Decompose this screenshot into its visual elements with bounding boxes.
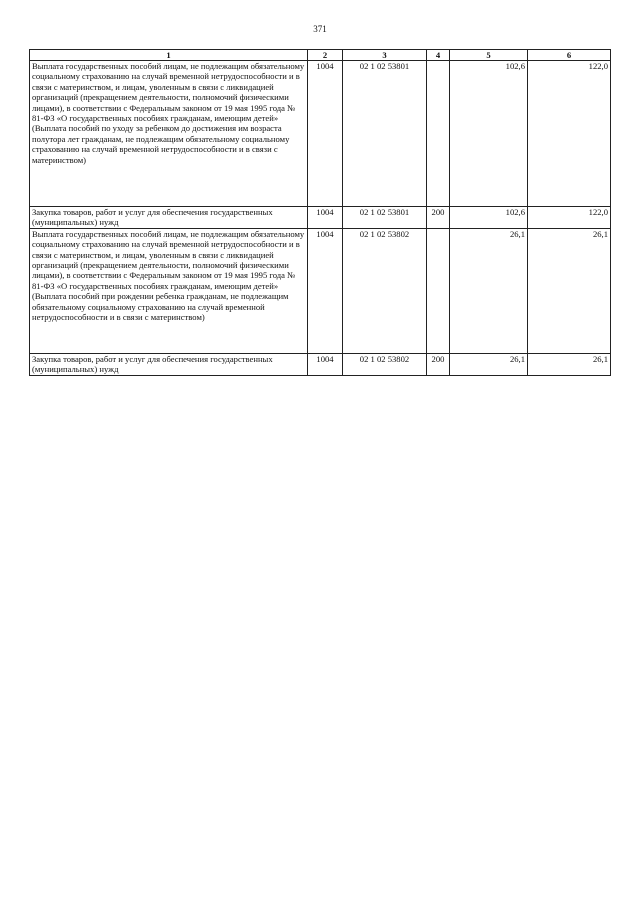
budget-table: [29, 49, 611, 376]
row-value-6-cell: 122,0: [528, 207, 611, 229]
row-section-cell: 1004: [308, 207, 343, 229]
row-name-cell: Закупка товаров, работ и услуг для обеспечения государственных (муниципальных) нужд: [30, 353, 308, 375]
row-section-cell: 1004: [308, 61, 343, 207]
row-name-cell: Выплата государственных пособий лицам, не подлежащим обязательному социальному страхованию на случай временной нетрудоспособности и в связи с материнством, и лицам, уволенным в связи с ликвидацией организаций (прекращением деятельности, полномочий физическими лицами), в соответствии с Федеральным законом от 19 мая 1995 года № 81-ФЗ «О государственных пособиях гражданам, имеющим детей» (Выплата пособий по уходу за ребенком до достижения им возраста полутора лет гражданам, не подлежащим обязательному социальному страхованию на случай временной нетрудоспособности и в связи с материнством): [30, 61, 308, 207]
row-section-cell: 1004: [308, 353, 343, 375]
row-target-cell: 02 1 02 53802: [343, 228, 427, 353]
page-number: 371: [313, 24, 327, 34]
table-row: [30, 207, 611, 229]
row-type-cell: [427, 228, 450, 353]
column-header-2: 2: [308, 50, 343, 61]
column-header-4: 4: [427, 50, 450, 61]
row-value-5-cell: 102,6: [450, 61, 528, 207]
row-value-6-cell: 26,1: [528, 353, 611, 375]
row-name-cell: Закупка товаров, работ и услуг для обеспечения государственных (муниципальных) нужд: [30, 207, 308, 229]
row-value-5-cell: 26,1: [450, 353, 528, 375]
row-name-cell: Выплата государственных пособий лицам, не подлежащим обязательному социальному страхованию на случай временной нетрудоспособности и в связи с материнством, и лицам, уволенным в связи с ликвидацией организаций (прекращением деятельности, полномочий физическими лицами), в соответствии с Федеральным законом от 19 мая 1995 года № 81-ФЗ «О государственных пособиях гражданам, имеющим детей» (Выплата пособий при рождении ребенка гражданам, не подлежащим обязательному социальному страхованию на случай временной нетрудоспособности и в связи с материнством): [30, 228, 308, 353]
row-value-5-cell: 26,1: [450, 228, 528, 353]
column-header-6: 6: [528, 50, 611, 61]
table-row: [30, 353, 611, 375]
table-row: [30, 61, 611, 207]
row-type-cell: [427, 61, 450, 207]
row-type-cell: 200: [427, 207, 450, 229]
row-target-cell: 02 1 02 53802: [343, 353, 427, 375]
row-type-cell: 200: [427, 353, 450, 375]
row-value-5-cell: 102,6: [450, 207, 528, 229]
row-value-6-cell: 26,1: [528, 228, 611, 353]
row-target-cell: 02 1 02 53801: [343, 207, 427, 229]
row-section-cell: 1004: [308, 228, 343, 353]
column-header-3: 3: [343, 50, 427, 61]
table-header-row: [30, 50, 611, 61]
table-row: [30, 228, 611, 353]
row-value-6-cell: 122,0: [528, 61, 611, 207]
column-header-5: 5: [450, 50, 528, 61]
column-header-1: 1: [30, 50, 308, 61]
row-target-cell: 02 1 02 53801: [343, 61, 427, 207]
